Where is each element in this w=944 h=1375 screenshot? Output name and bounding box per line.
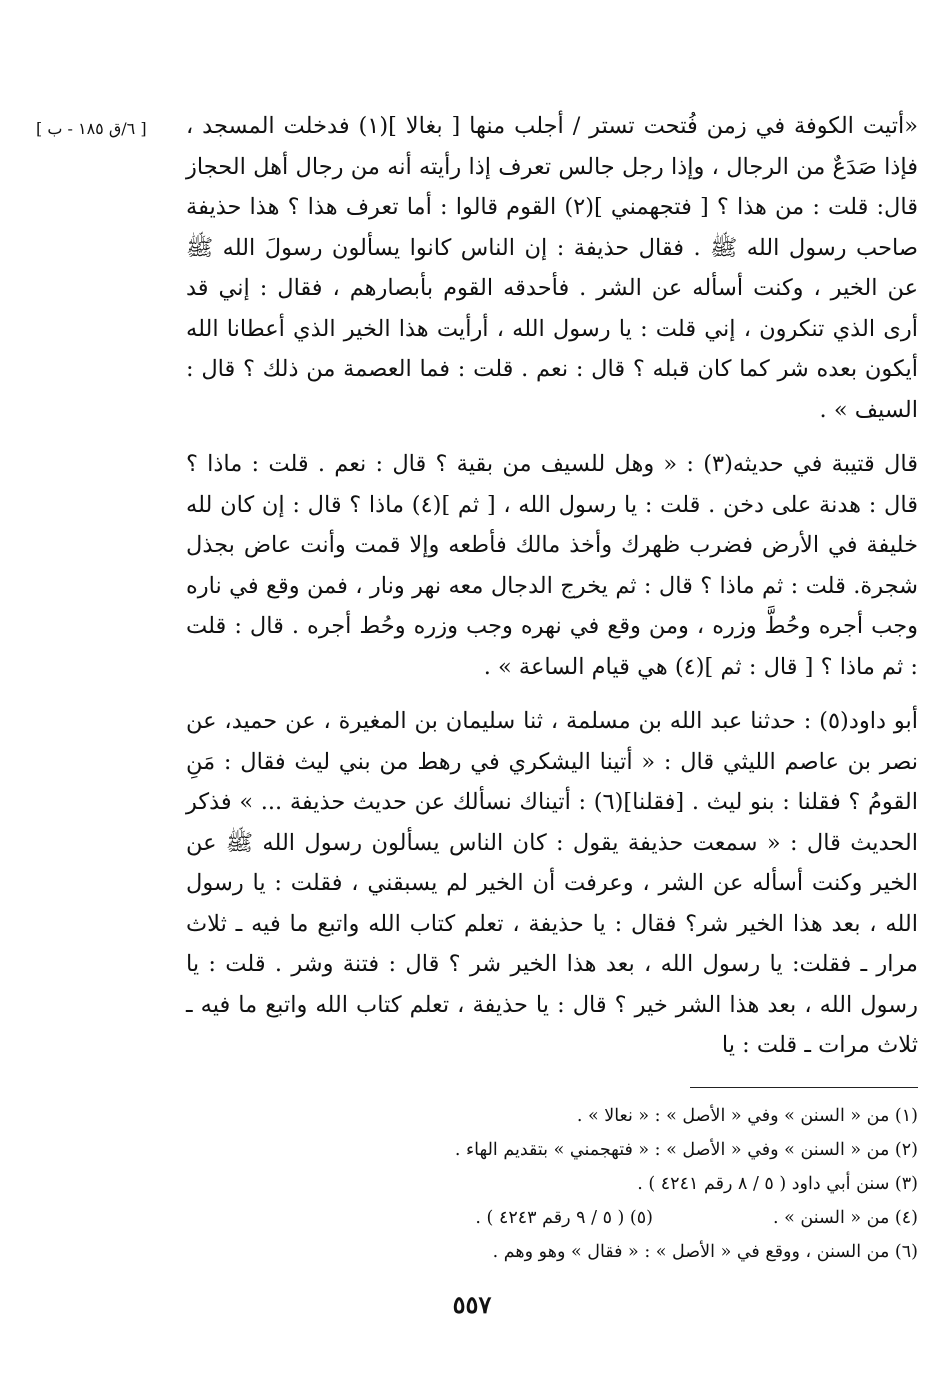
manuscript-folio-note: [ ٦/ق ١٨٥ - ب ] — [36, 119, 147, 138]
footnote-separator — [690, 1087, 918, 1088]
page-number: ٥٥٧ — [452, 1290, 492, 1319]
footnotes — [186, 1099, 918, 1269]
paragraph-1: «أتيت الكوفة في زمن فُتحت تستر / أجلب منها [ بغالا ](١) فدخلت المسجد ، فإذا صَدَعٌ من الرجال ، وإذا رجل جالس تعرف إذا رأيته أنه من رجال أهل الحجاز قال: قلت : من هذا ؟ [ فتجهمني ](٢) القوم قالوا : أما تعرف هذا ؟ هذا حذيفة صاحب رسول الله ﷺ . فقال حذيفة : إن الناس كانوا يسألون رسولَ الله ﷺ عن الخير ، وكنت أسأله عن الشر . فأحدقه القوم بأبصارهم ، فقال : إني قد أرى الذي تنكرون ، إني قلت : يا رسول الله ، أرأيت هذا الخير الذي أعطانا الله أيكون بعده شر كما كان قبله ؟ قال : نعم . قلت : فما العصمة من ذلك ؟ قال : السيف » . — [186, 113, 918, 423]
main-text — [186, 106, 918, 1066]
footnote-2: (٢) من « السنن » وفي « الأصل » : « فتهجمني » بتقديم الهاء . — [454, 1140, 918, 1160]
footnote-5: (٥) ( ٥ / ٩ رقم ٤٢٤٣ ) . — [475, 1208, 653, 1228]
footnote-1: (١) من « السنن » وفي « الأصل » : « نعالا » . — [576, 1106, 918, 1126]
paragraph-2: قال قتيبة في حديثه(٣) : « وهل للسيف من بقية ؟ قال : نعم . قلت : ماذا ؟ قال : هدنة على دخن . قلت : يا رسول الله ، [ ثم ](٤) ماذا ؟ قال : إن كان لله خليفة في الأرض فضرب ظهرك وأخذ مالك فأطعه وإلا قمت وأنت عاض بجذل شجرة. قلت : ثم ماذا ؟ قال : ثم يخرج الدجال معه نهر ونار ، فمن وقع في ناره وجب أجره وحُطَّ وزره ، ومن وقع في نهره وجب وزره وحُط أجره . قال : قلت : ثم ماذا ؟ [ قال : ثم ](٤) هي قيام الساعة » . — [186, 451, 918, 680]
paragraph-3: أبو داود(٥) : حدثنا عبد الله بن مسلمة ، ثنا سليمان بن المغيرة ، عن حميد، عن نصر بن عاصم الليثي قال : « أتينا اليشكري في رهط من بني ليث فقال : مَنِ القومُ ؟ فقلنا : بنو ليث . [فقلنا](٦) : أتيناك نسألك عن حديث حذيفة ... » فذكر الحديث قال : « سمعت حذيفة يقول : كان الناس يسألون رسول الله ﷺ عن الخير وكنت أسأله عن الشر ، وعرفت أن الخير لم يسبقني ، فقلت : يا رسول الله ، بعد هذا الخير شر؟ فقال : يا حذيفة ، تعلم كتاب الله واتبع ما فيه ـ ثلاث مرار ـ فقلت: يا رسول الله ، بعد هذا الخير شر ؟ قال : فتنة وشر . قلت : يا رسول الله ، بعد هذا الشر خير ؟ قال : يا حذيفة ، تعلم كتاب الله واتبع ما فيه ـ ثلاث مرات ـ قلت : يا — [186, 708, 918, 1058]
footnote-4: (٤) من « السنن » . — [773, 1208, 918, 1228]
footnote-row-4-5 — [186, 1201, 918, 1235]
footnote-6: (٦) من السنن ، ووقع في « الأصل » : « فقال » وهو وهم . — [492, 1242, 918, 1262]
footnote-3: (٣) سنن أبي داود ( ٥ / ٨ رقم ٤٢٤١ ) . — [637, 1174, 918, 1194]
